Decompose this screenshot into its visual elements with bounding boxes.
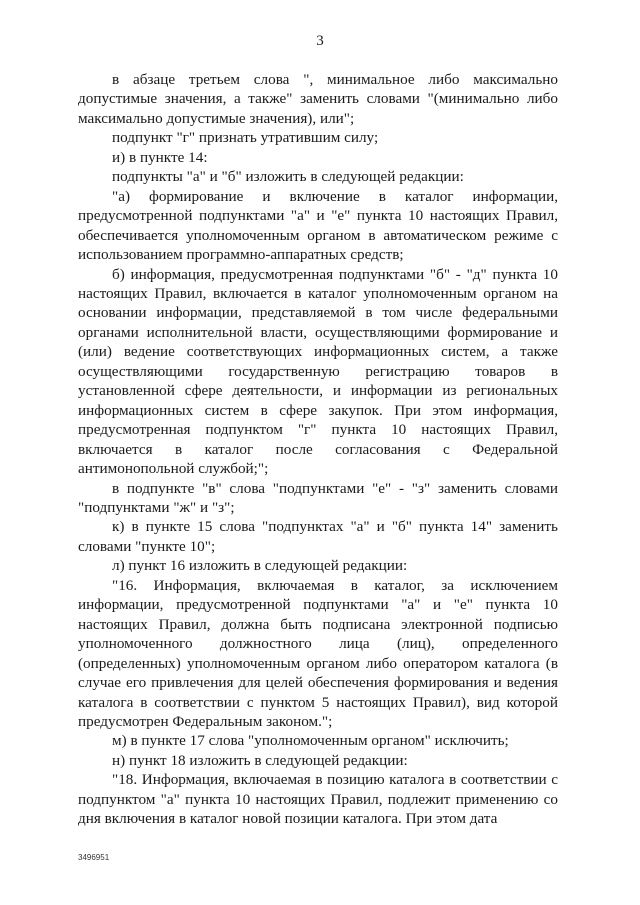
paragraph: н) пункт 18 изложить в следующей редакции: <box>112 751 408 769</box>
paragraph: "а) формирование и включение в каталог информации, предусмотренной подпунктами "а" и "е" пункта 10 настоящих Правил, обеспечивается уполномоченным органом в автоматическом режиме с использованием программно-аппаратных средств; <box>78 187 558 264</box>
paragraph: и) в пункте 14: <box>112 148 208 166</box>
paragraph: л) пункт 16 изложить в следующей редакции: <box>112 557 408 575</box>
paragraph: в подпункте "в" слова "подпунктами "е" - "з" заменить словами "подпунктами "ж" и "з"; <box>78 479 558 516</box>
paragraph: "18. Информация, включаемая в позицию каталога в соответствии с подпунктом "а" пункта 10 настоящих Правил, подлежит применению со дня включения в каталог новой позиции каталога. При этом дата <box>78 771 558 828</box>
paragraph: "16. Информация, включаемая в каталог, за исключением информации, предусмотренной подпунктами "а" и "е" пункта 10 настоящих Правил, должна быть подписана электронной подписью уполномоченного должностного лица (лиц), определенного (определенных) уполномоченным органом либо оператором каталога (в случае его привлечения для целей обеспечения формирования и ведения каталога в соответствии с пунктом 5 настоящих Правил), вид которой предусмотрен Федеральным законом."; <box>78 576 558 730</box>
paragraph: в абзаце третьем слова ", минимальное либо максимально допустимые значения, а также" заменить словами "(минимально либо максимально допустимые значения), или"; <box>78 71 558 127</box>
paragraph: б) информация, предусмотренная подпунктами "б" - "д" пункта 10 настоящих Правил, включается в каталог уполномоченным органом на основании информации, представляемой в том числе федеральными органами исполнительной власти, осуществляющими формирование и (или) ведение соответствующих информационных систем, а также осуществляющими государственную регистрацию товаров в установленной сфере деятельности, и информации из региональных информационных систем в сфере закупок. При этом информация, предусмотренная подпунктом "г" пункта 10 настоящих Правил, включается в каталог после согласования с Федеральной антимонопольной службой;"; <box>78 265 558 478</box>
paragraph: м) в пункте 17 слова "уполномоченным органом" исключить; <box>112 732 509 750</box>
paragraph: подпункт "г" признать утратившим силу; <box>112 129 379 147</box>
paragraph: к) в пункте 15 слова "подпунктах "а" и "б" пункта 14" заменить словами "пункте 10"; <box>78 518 558 555</box>
paragraph: подпункты "а" и "б" изложить в следующей редакции: <box>112 168 464 186</box>
page-number: 3 <box>316 33 324 49</box>
document-code: 3496951 <box>78 853 110 862</box>
document-body <box>78 70 558 829</box>
